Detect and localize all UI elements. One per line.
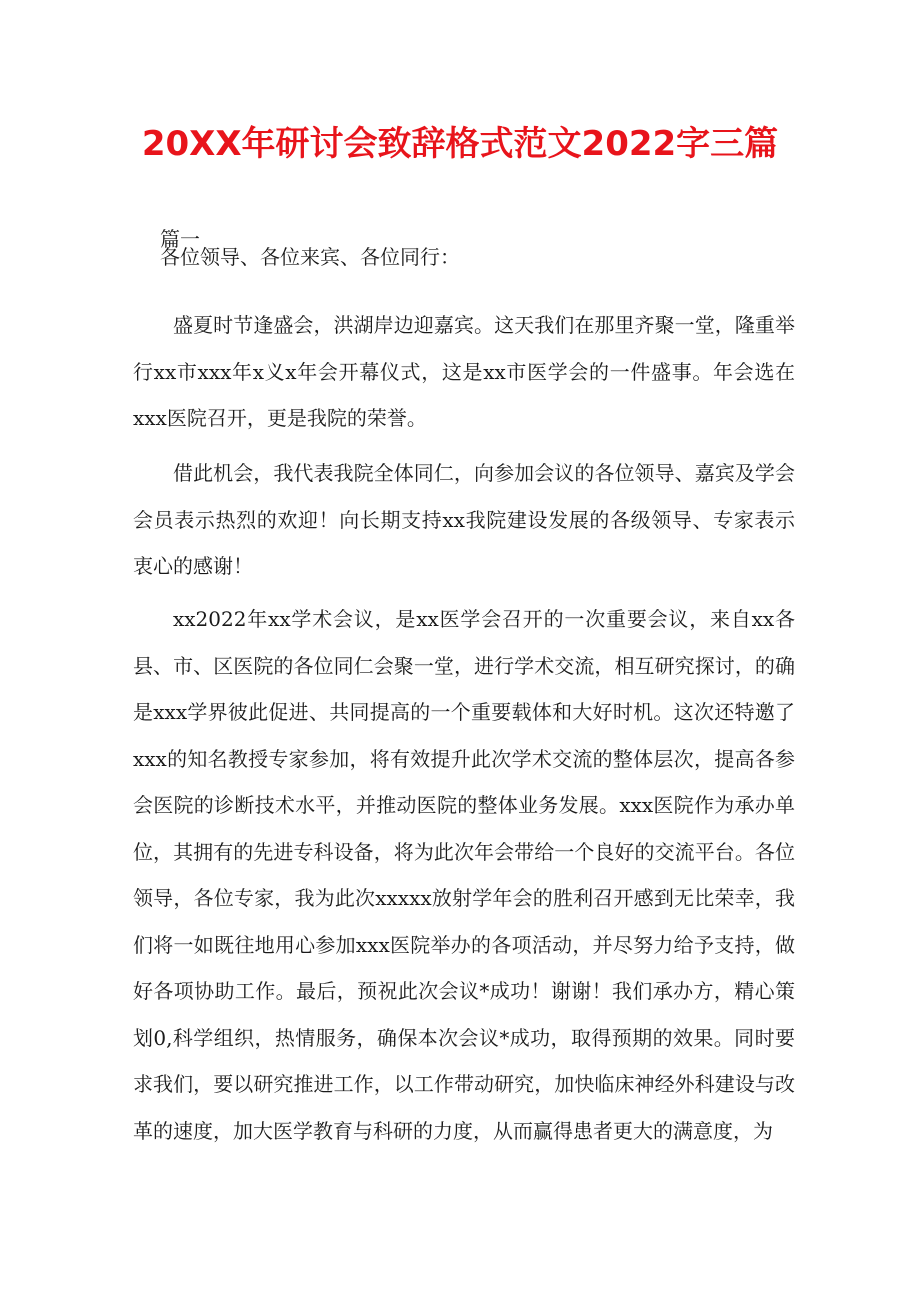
paragraph-3: xx2022年xx学术会议，是xx医学会召开的一次重要会议，来自xx各县、市、区医院的各位同仁会聚一堂，进行学术交流，相互研究探讨，的确是xxx学界彼此促进、共同提高的一个重要载体和大好时机。这次还特邀了xxx的知名教授专家参加，将有效提升此次学术交流的整体层次，提高各参会医院的诊断技术水平，并推动医院的整体业务发展。xxx医院作为承办单位，其拥有的先进专科设备，将为此次年会带给一个良好的交流平台。各位领导，各位专家，我为此次xxxxx放射学年会的胜利召开感到无比荣幸，我们将一如既往地用心参加xxx医院举办的各项活动，并尽努力给予支持，做好各项协助工作。最后，预祝此次会议*成功！谢谢！我们承办方，精心策划0,科学组织，热情服务，确保本次会议*成功，取得预期的效果。同时要求我们，要以研究推进工作，以工作带动研究，加快临床神经外科建设与改革的速度，加大医学教育与科研的力度，从而赢得患者更大的满意度，为 — [133, 607, 795, 1143]
paragraph-1: 盛夏时节逢盛会，洪湖岸边迎嘉宾。这天我们在那里齐聚一堂，隆重举行xx市xxx年x义x年会开幕仪式，这是xx市医学会的一件盛事。年会选在xxx医院召开，更是我院的荣誉。 — [133, 313, 795, 430]
greeting-line: 各位领导、各位来宾、各位同行： — [160, 245, 460, 269]
paragraph-2: 借此机会，我代表我院全体同仁，向参加会议的各位领导、嘉宾及学会会员表示热烈的欢迎！向长期支持xx我院建设发展的各级领导、专家表示衷心的感谢！ — [133, 461, 795, 578]
section-heading: 篇一 — [160, 227, 200, 251]
document-title: 20XX年研讨会致辞格式范文2022字三篇 — [141, 124, 779, 164]
